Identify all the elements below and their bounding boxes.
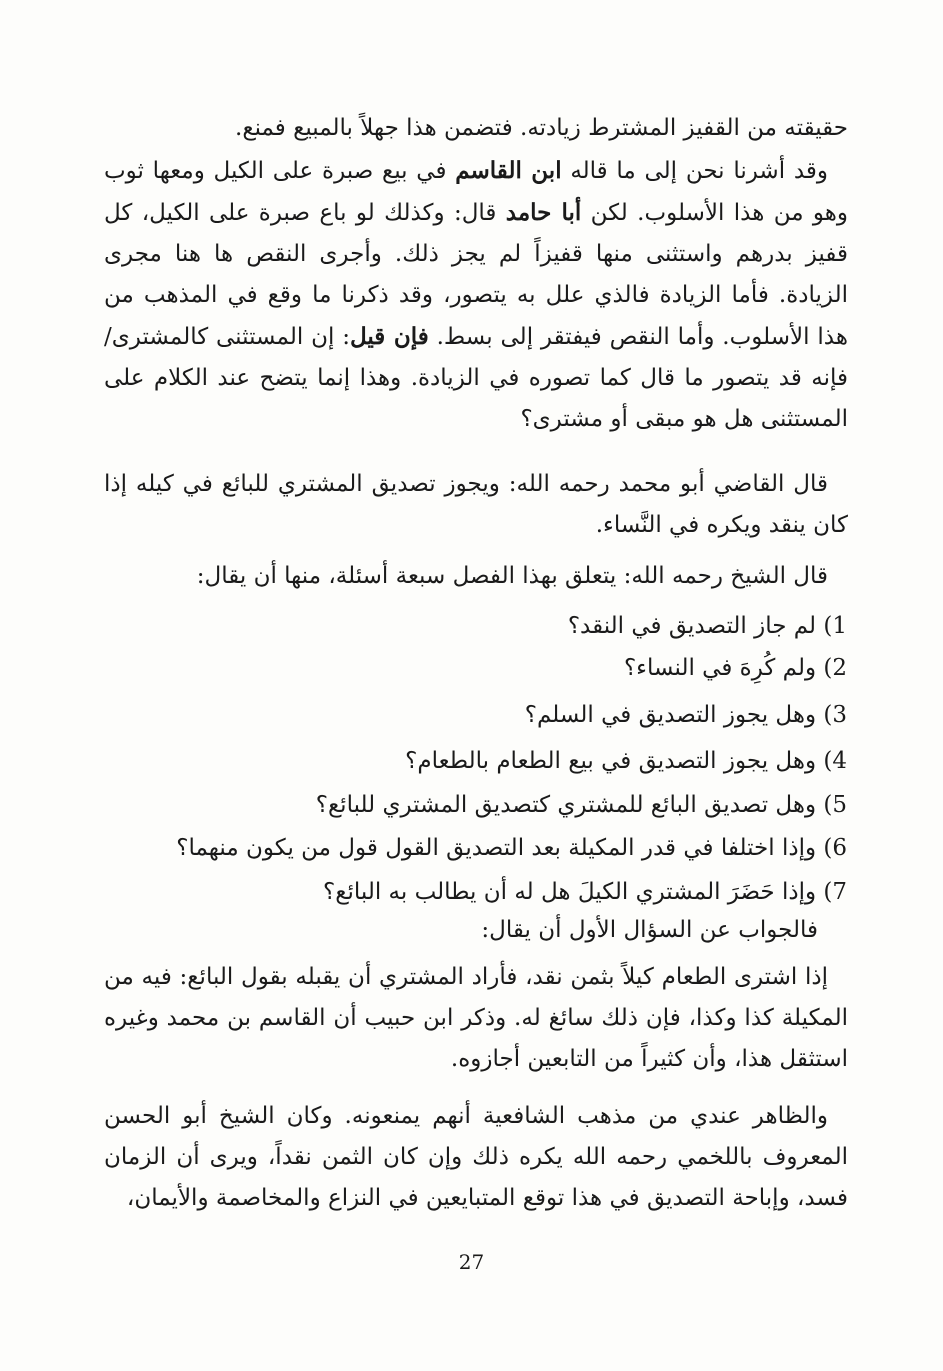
question-item: 3) وهل يجوز التصديق في السلم؟: [524, 702, 847, 728]
paragraph-continuation: [104, 108, 848, 149]
paragraph-text: : إن المستثنى كالمشترى/ فإنه قد يتصور ما قال كما تصوره في الزيادة. وهذا إنما يتضح عند الكلام على المستثنى هل هو مبقى أو مشترى؟: [104, 324, 848, 432]
question-item: 1) لم جاز التصديق في النقد؟: [567, 613, 847, 639]
paragraph-text: وقد أشرنا نحن إلى ما قاله: [561, 158, 829, 184]
bold-name-abu-hamid: أبا حامد: [505, 199, 582, 226]
question-item: 4) وهل يجوز التصديق في بيع الطعام بالطعام؟: [405, 748, 847, 774]
answer-intro: فالجواب عن السؤال الأول أن يقال:: [481, 917, 818, 943]
question-item: 6) وإذا اختلفا في قدر المكيلة بعد التصديق القول قول من يكون منهما؟: [176, 835, 847, 861]
paragraph-text: في بيع صبرة على الكيل ومعها ثوب وهو من هذا الأسلوب. لكن: [104, 158, 848, 226]
paragraph-text: قال القاضي أبو محمد رحمه الله: ويجوز تصديق المشتري للبائع في كيله إذا كان ينقد ويكره في النَّساء.: [104, 471, 848, 538]
question-item: 5) وهل تصديق البائع للمشتري كتصديق المشتري للبائع؟: [315, 792, 847, 818]
paragraph-qadi-quote: [104, 464, 848, 546]
bold-name-ibn-al-qasim: ابن القاسم: [455, 157, 562, 184]
paragraph-text: إذا اشترى الطعام كيلاً بثمن نقد، فأراد المشتري أن يقبله بقول البائع: فيه من المكيلة كذا وكذا، فإن ذلك سائغ له. وذكر ابن حبيب أن القاسم بن محمد وغيره استثقل هذا، وأن كثيراً من التابعين أجازوه.: [104, 964, 848, 1072]
question-item: 2) ولم كُرِهَ في النساء؟: [623, 655, 847, 681]
paragraph-answer: [104, 957, 848, 1080]
paragraph-abu-hamid: [104, 150, 848, 440]
paragraph-shafiiya: [104, 1096, 848, 1219]
paragraph-text: قال: وكذلك لو باع صبرة على الكيل، كل قفيز بدرهم واستثنى منها قفيزاً لم يجز ذلك. وأجرى النقص ها هنا مجرى الزيادة. فأما الزيادة فالذي علل به يتصور، وقد ذكرنا ما وقع في المذهب من هذا الأسلوب. وأما النقص فيفتقر إلى بسط.: [104, 200, 848, 350]
paragraph-text: حقيقته من القفيز المشترط زيادته. فتضمن هذا جهلاً بالمبيع فمنع.: [235, 115, 848, 141]
paragraph-shaykh-intro: [104, 556, 848, 597]
page-number: 27: [458, 1250, 485, 1274]
question-item: 7) وإذا حَضَرَ المشتري الكيلَ هل له أن يطالب به البائع؟: [323, 879, 847, 905]
bold-phrase-in-qila: فإن قيل: [349, 323, 429, 350]
paragraph-text: قال الشيخ رحمه الله: يتعلق بهذا الفصل سبعة أسئلة، منها أن يقال:: [196, 563, 828, 589]
paragraph-text: والظاهر عندي من مذهب الشافعية أنهم يمنعونه. وكان الشيخ أبو الحسن المعروف باللخمي رحمه الله يكره ذلك وإن كان الثمن نقداً، ويرى أن الزمان فسد، وإباحة التصديق في هذا توقع المتبايعين في النزاع والمخاصمة والأيمان،: [104, 1103, 848, 1211]
